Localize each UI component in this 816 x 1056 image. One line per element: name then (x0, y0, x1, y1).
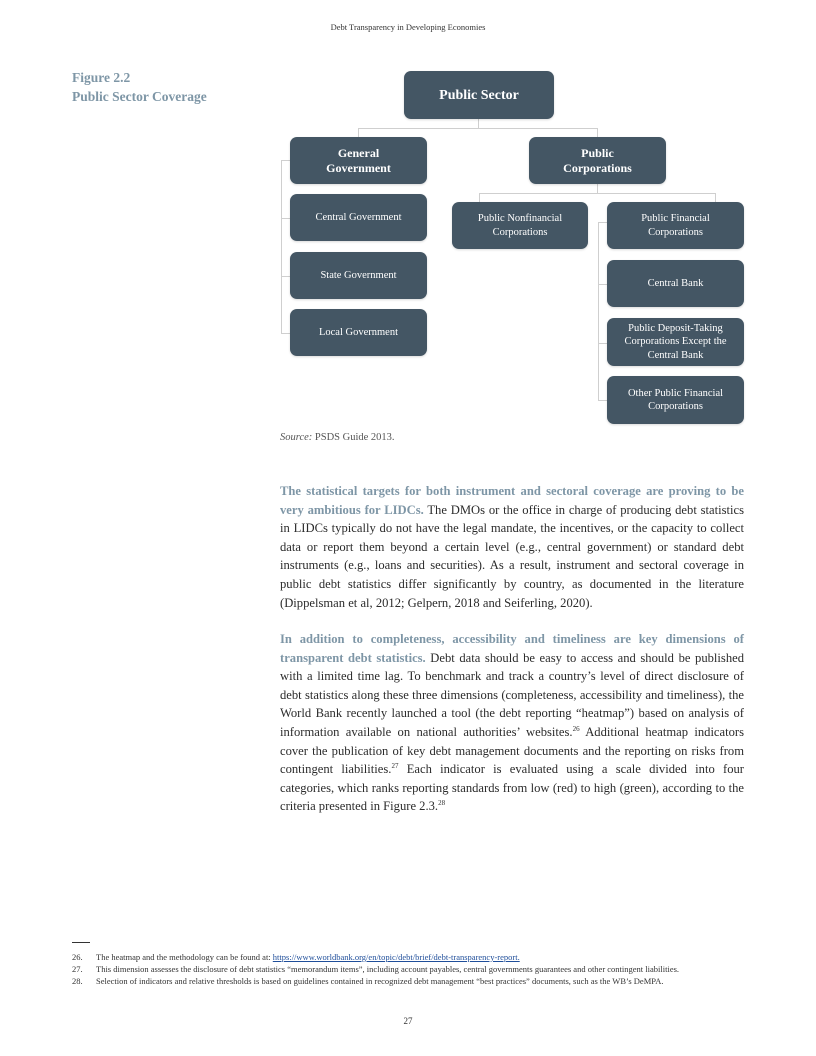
node-label: Other Public Financial Corporations (627, 387, 724, 412)
footnotes (72, 951, 762, 988)
connector (598, 284, 607, 285)
node-public-sector (404, 71, 554, 119)
paragraph-body: Debt data should be easy to access and should be published with a limited time lag. To benchmark and track a country’s level of direct disclosure of debt statistics along these three dimensions (completeness, accessibility and timeliness), the World Bank recently launched a tool (the debt reporting “heatmap”) based on analysis of information available on national authorities’ websites. (280, 650, 745, 739)
footnote-ref[interactable]: 26 (572, 724, 580, 733)
footnote (72, 975, 762, 987)
node-label: Public Deposit-Taking Corporations Except the Central Bank (624, 322, 727, 361)
connector (281, 333, 290, 334)
connector (598, 222, 599, 400)
node-label: Public Nonfinancial Corporations (477, 213, 563, 238)
node-label: Public Sector (439, 87, 519, 103)
footnote-ref[interactable]: 27 (391, 761, 399, 770)
node-label: Public Financial Corporations (641, 213, 710, 238)
node-central-bank (607, 260, 744, 307)
connector (598, 400, 607, 401)
connector (597, 128, 598, 137)
running-header: Debt Transparency in Developing Economies (330, 22, 486, 32)
connector (358, 128, 359, 137)
connector (598, 222, 607, 223)
node-general-government (290, 137, 427, 184)
node-label: Central Government (315, 211, 402, 223)
footnote (72, 951, 762, 963)
connector (281, 160, 282, 334)
footnote-text: This dimension assesses the disclosure of debt statistics “memorandum items”, including account payables, central governments guarantees and other contingent liabilities. (96, 964, 680, 975)
connector (281, 160, 290, 161)
paragraph-body: Additional heatmap indicators cover the publication of key debt management documents and the reporting on risks from contingent liabilities. (280, 724, 745, 777)
figure-caption (72, 68, 207, 106)
paragraph-2 (280, 630, 744, 816)
figure-title: Public Sector Coverage (72, 89, 207, 104)
connector (479, 193, 716, 194)
footnote-ref[interactable]: 28 (438, 799, 446, 808)
connector (598, 343, 607, 344)
node-local-government (290, 309, 427, 356)
node-label: General Government (326, 145, 391, 175)
footnote-number: 26. (72, 952, 83, 962)
connector (281, 276, 290, 277)
page-number: 27 (403, 1016, 413, 1026)
node-label: Local Government (318, 326, 398, 338)
figure-label: Figure 2.2 (72, 70, 131, 85)
node-central-government (290, 194, 427, 241)
node-label: Public Corporations (563, 145, 632, 175)
paragraph-body: The DMOs or the office in charge of producing debt statistics in LIDCs typically do not have the legal mandate, the incentives, or the capacity to collect data or report them beyond a certain level (e.g., central government) or standard debt instruments (e.g., loans and securities). As a result, instrument and sectoral coverage in public debt statistics differ significantly by country, as documented in the literature (Dippelsman et al, 2012; Gelpern, 2018 and Seiferling, 2020). (280, 502, 744, 610)
node-label: State Government (320, 269, 397, 281)
footnote-text: Selection of indicators and relative thresholds is based on guidelines contained in recognized debt management “best practices” documents, such as the WB’s DeMPA. (96, 976, 664, 987)
node-label: Central Bank (647, 277, 704, 289)
connector (281, 218, 290, 219)
paragraph-lead: In addition to completeness, accessibility and timeliness are key dimensions of transparent debt statistics. (280, 632, 744, 665)
node-other-financial (607, 376, 744, 424)
node-public-corporations (529, 137, 666, 184)
paragraph-1 (280, 482, 744, 612)
source-label: Source: (280, 432, 313, 443)
paragraph-body: Each indicator is evaluated using a scale divided into four categories, which ranks reporting standards from low (red) to high (green), according to the criteria presented in Figure 2.3. (280, 762, 744, 814)
footnote-link[interactable]: https://www.worldbank.org/en/topic/debt/brief/debt-transparency-report. (272, 952, 520, 962)
paragraph-lead: The statistical targets for both instrument and sectoral coverage are proving to be very ambitious for LIDCs. (280, 484, 744, 517)
footnote-number: 28. (72, 976, 83, 987)
node-public-financial (607, 202, 744, 249)
figure-source (280, 432, 395, 443)
footnote (72, 963, 762, 975)
node-state-government (290, 252, 427, 299)
connector (715, 193, 716, 202)
node-public-nonfinancial (452, 202, 588, 249)
footnote-number: 27. (72, 964, 83, 975)
footnote-rule (72, 942, 90, 943)
footnote-text: The heatmap and the methodology can be found at: (96, 952, 273, 962)
connector (358, 128, 598, 129)
node-deposit-taking (607, 318, 744, 366)
connector (479, 193, 480, 202)
source-text: PSDS Guide 2013. (314, 432, 395, 443)
